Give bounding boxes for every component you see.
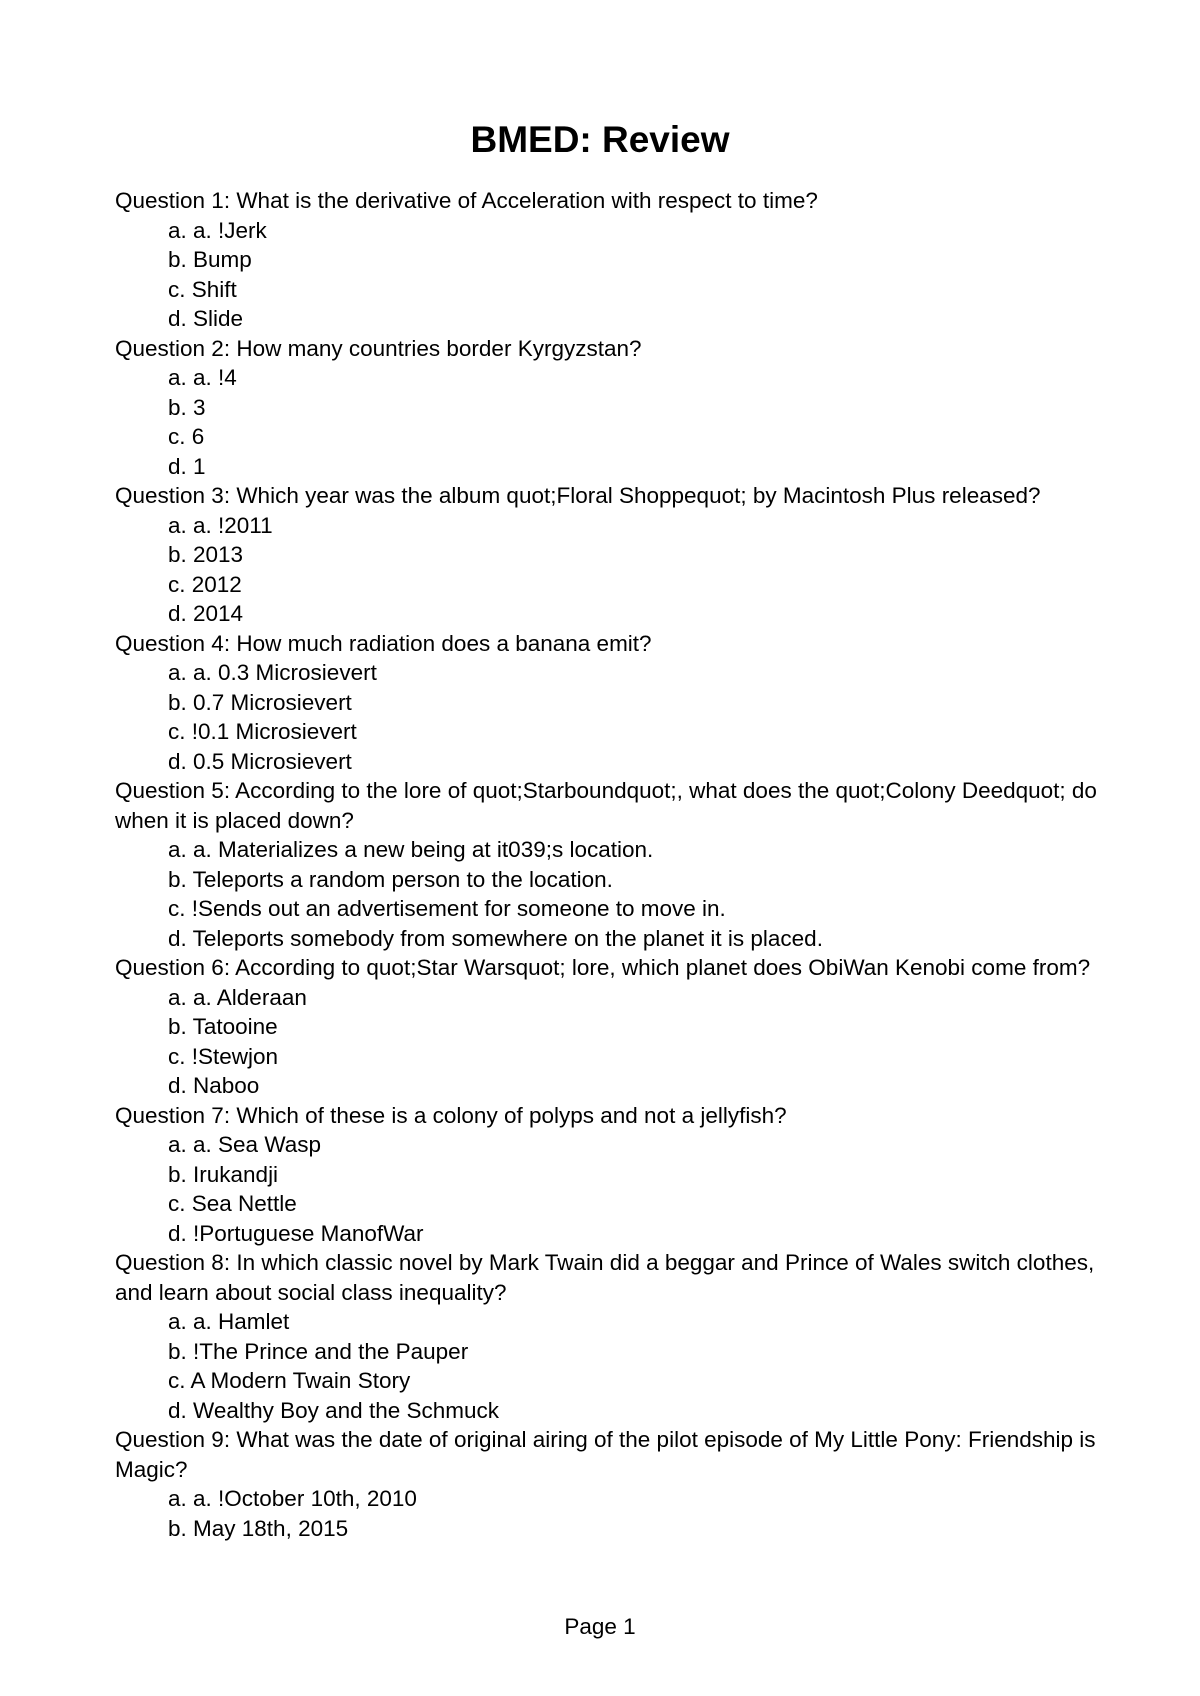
answer-option: b. 2013: [168, 542, 244, 567]
answer-option: b. 3: [168, 394, 206, 420]
answer-option: c. 6: [168, 424, 205, 449]
answer-option: c. !0.1 Microsievert: [168, 719, 357, 744]
answer-option: a. a. !4: [168, 365, 237, 390]
question-block: [115, 186, 1105, 334]
answer-option: a. a. !October 10th, 2010: [168, 1486, 417, 1511]
answer-option: b. 0.7 Microsievert: [168, 689, 352, 715]
answer-options: [115, 658, 1105, 776]
answer-option: b. Tatooine: [168, 1014, 278, 1039]
answer-option: c. Shift: [168, 276, 237, 302]
question-text: Question 7: Which of these is a colony of polyps and not a jellyfish?: [115, 1102, 787, 1128]
question-text: Question 1: What is the derivative of Acceleration with respect to time?: [115, 188, 818, 213]
answer-option: c. A Modern Twain Story: [168, 1368, 411, 1393]
answer-option: d. 1: [168, 453, 206, 479]
question-block: [115, 1101, 1105, 1249]
answer-option: c. !Sends out an advertisement for someone to move in.: [168, 896, 726, 921]
question-block: [115, 776, 1105, 953]
question-block: [115, 481, 1105, 629]
question-block: [115, 953, 1105, 1101]
question-text: Question 6: According to quot;Star Warsquot; lore, which planet does ObiWan Kenobi come from?: [115, 955, 1091, 980]
question-text: Question 2: How many countries border Kyrgyzstan?: [115, 335, 642, 361]
answer-options: [115, 835, 1105, 953]
answer-options: [115, 1130, 1105, 1248]
question-text: Question 8: In which classic novel by Mark Twain did a beggar and Prince of Wales switch clothes, and learn about social class inequality?: [115, 1250, 1095, 1305]
answer-option: a. a. Sea Wasp: [168, 1132, 321, 1157]
answer-option: a. a. !2011: [168, 512, 273, 538]
answer-option: a. a. Hamlet: [168, 1309, 290, 1334]
answer-option: c. 2012: [168, 571, 242, 597]
question-block: [115, 629, 1105, 777]
answer-option: c. !Stewjon: [168, 1043, 279, 1069]
answer-option: d. !Portuguese ManofWar: [168, 1220, 424, 1246]
answer-options: [115, 216, 1105, 334]
answer-option: d. Slide: [168, 306, 244, 331]
page-number: Page 1: [564, 1614, 636, 1639]
page-title: BMED: Review: [470, 119, 730, 160]
answer-option: b. Teleports a random person to the location.: [168, 866, 613, 892]
answer-option: d. 2014: [168, 601, 244, 626]
answer-option: a. a. Materializes a new being at it039;s location.: [168, 837, 654, 862]
answer-options: [115, 1484, 1105, 1543]
question-text: Question 5: According to the lore of quot;Starboundquot;, what does the quot;Colony Deedquot; do when it is placed down?: [115, 778, 1097, 833]
question-block: [115, 1248, 1105, 1425]
answer-options: [115, 511, 1105, 629]
answer-options: [115, 1307, 1105, 1425]
answer-option: d. Wealthy Boy and the Schmuck: [168, 1397, 500, 1423]
question-text: Question 9: What was the date of original airing of the pilot episode of My Little Pony: Friendship is Magic?: [115, 1427, 1096, 1482]
answer-option: a. a. Alderaan: [168, 984, 307, 1010]
answer-option: b. !The Prince and the Pauper: [168, 1338, 469, 1364]
answer-option: b. Irukandji: [168, 1161, 279, 1187]
answer-option: a. a. !Jerk: [168, 217, 267, 243]
answer-option: c. Sea Nettle: [168, 1191, 297, 1216]
question-text: Question 3: Which year was the album quot;Floral Shoppequot; by Macintosh Plus released?: [115, 483, 1041, 508]
answer-options: [115, 983, 1105, 1101]
answer-option: b. Bump: [168, 247, 252, 272]
answer-option: d. Naboo: [168, 1073, 260, 1098]
answer-option: b. May 18th, 2015: [168, 1515, 349, 1541]
question-block: [115, 1425, 1105, 1543]
answer-option: a. a. 0.3 Microsievert: [168, 660, 377, 685]
question-block: [115, 334, 1105, 482]
answer-option: d. 0.5 Microsievert: [168, 748, 352, 774]
question-list: [115, 186, 1105, 1543]
question-text: Question 4: How much radiation does a banana emit?: [115, 630, 652, 656]
answer-options: [115, 363, 1105, 481]
answer-option: d. Teleports somebody from somewhere on the planet it is placed.: [168, 925, 823, 951]
